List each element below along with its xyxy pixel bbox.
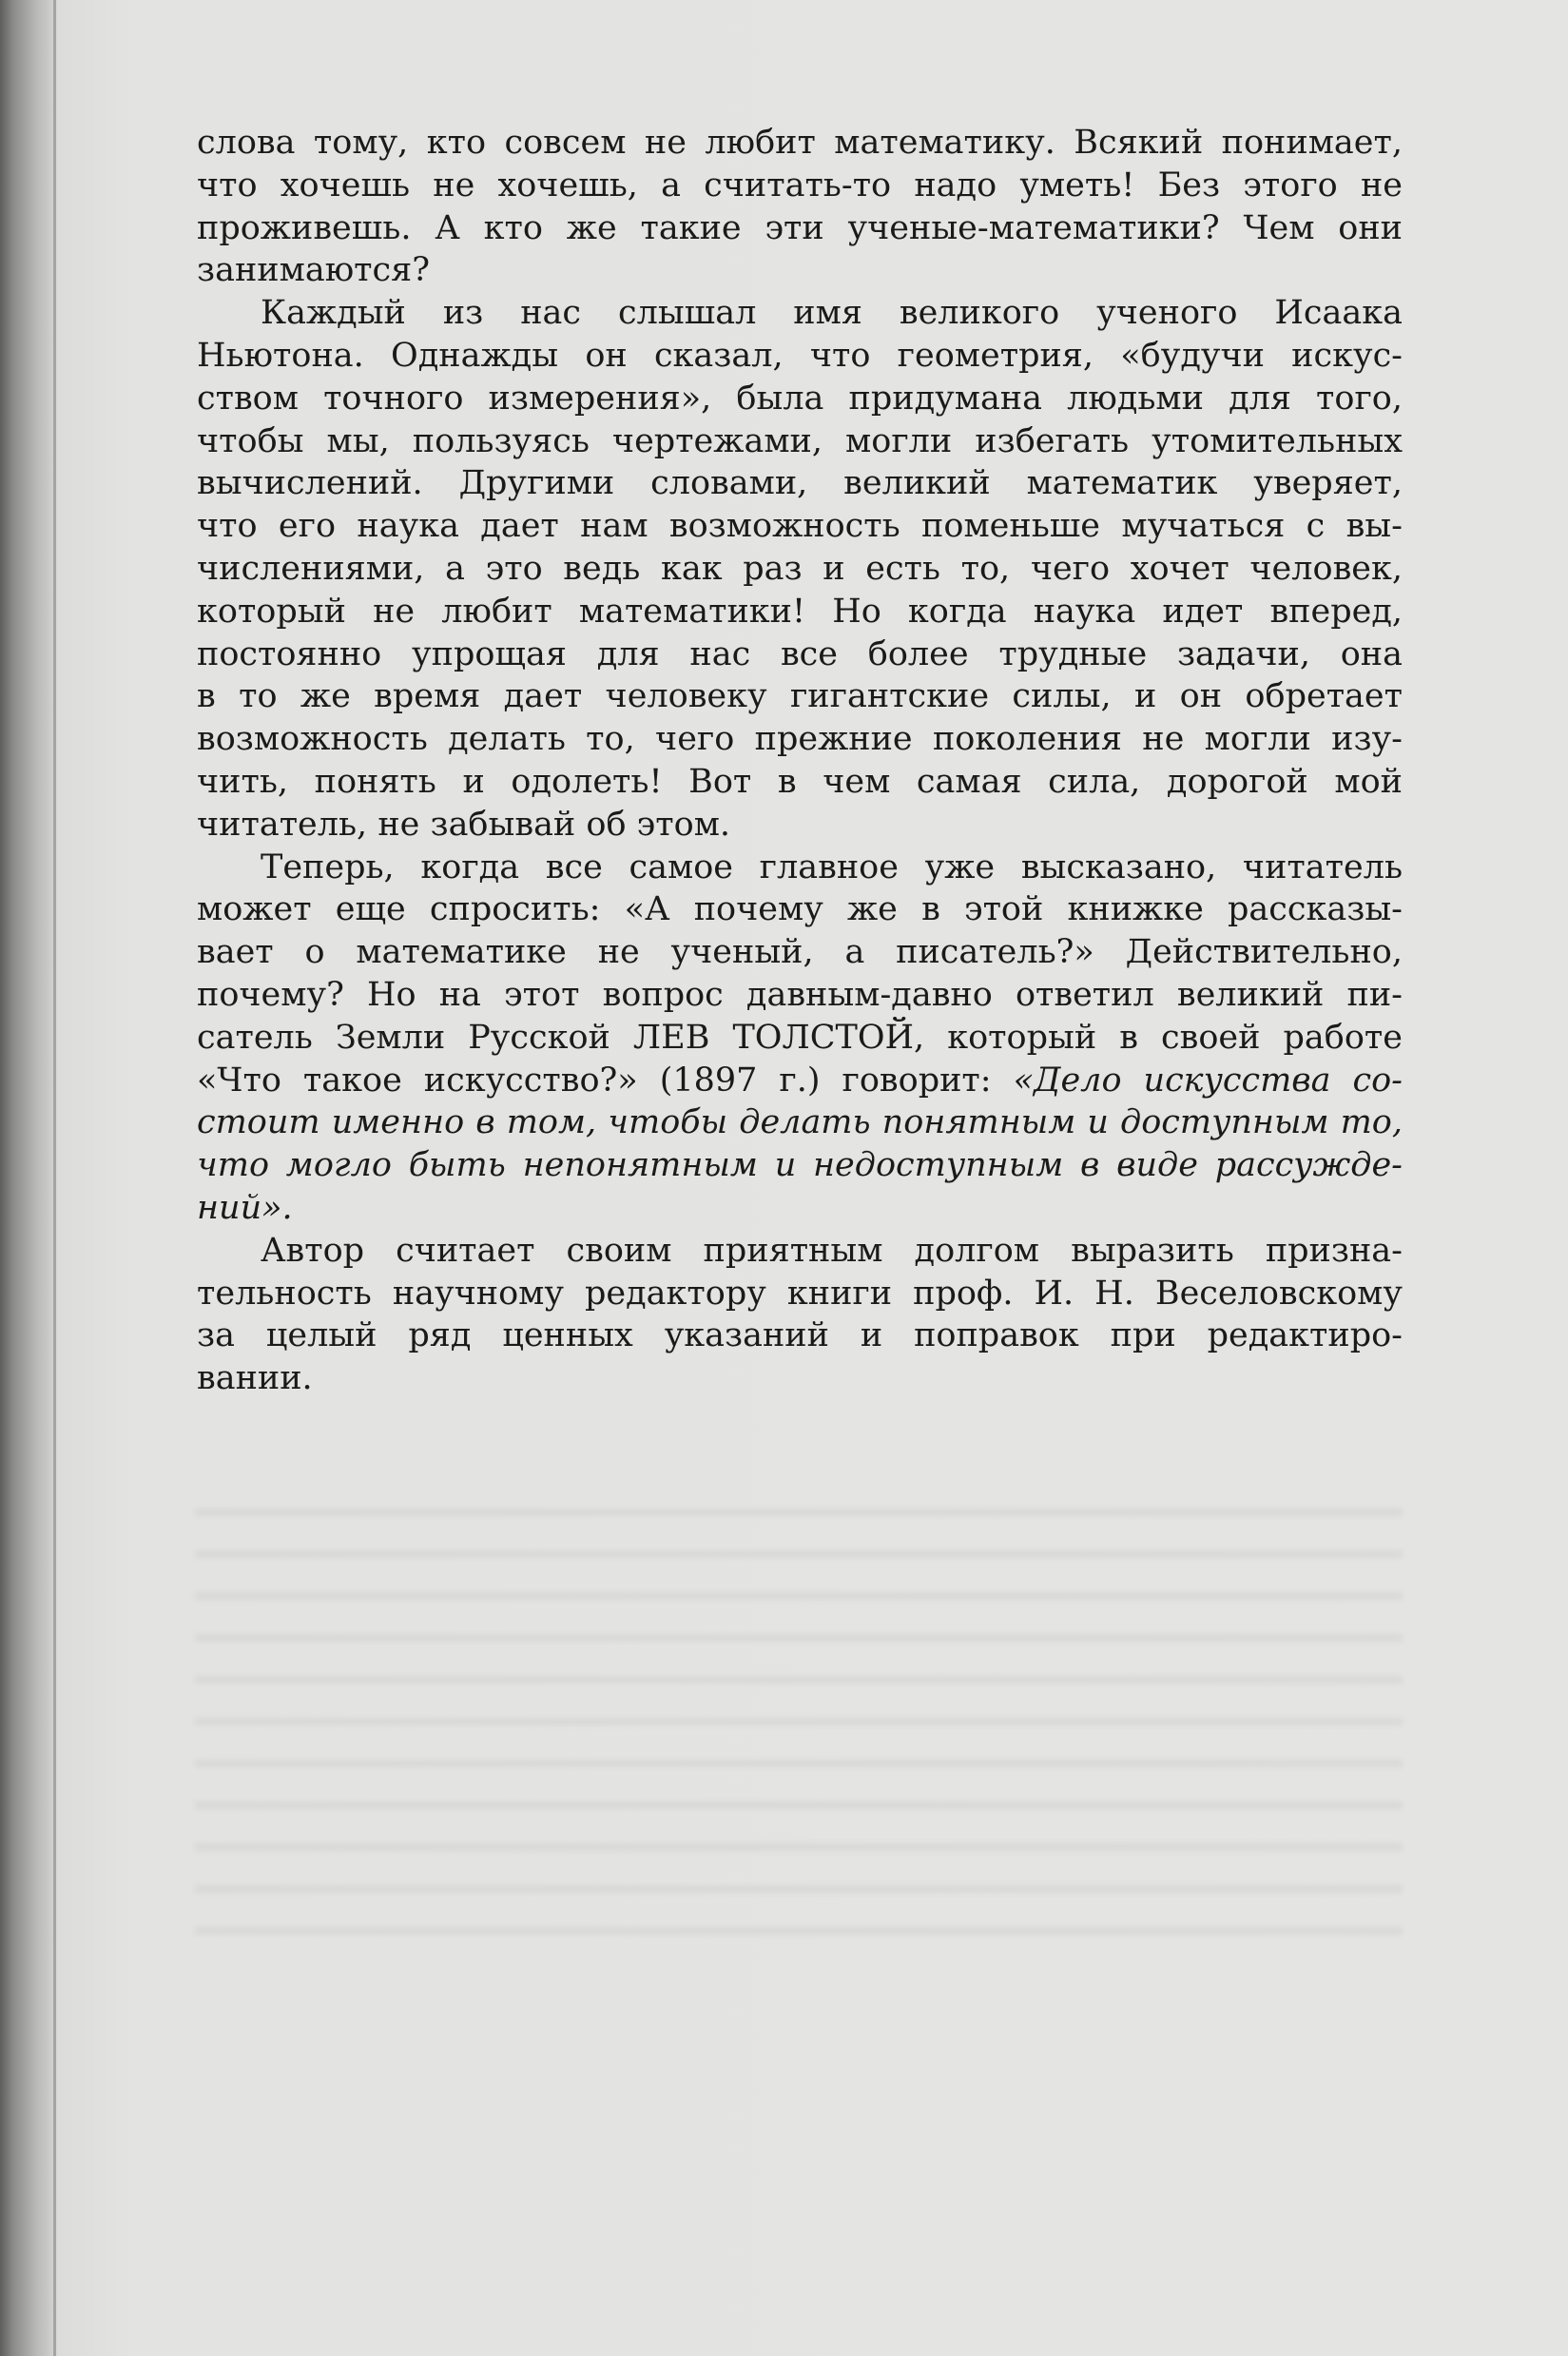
text-line: ством точного измерения», была придумана людьми для того, [197, 379, 1403, 418]
text-line-with-quote [197, 1060, 1403, 1102]
text-line: проживешь. А кто же такие эти ученые-математики? Чем они [197, 208, 1403, 247]
text-line: Ньютона. Однажды он сказал, что геометрия, «будучи искус- [197, 336, 1403, 375]
text-line: Теперь, когда все самое главное уже высказано, читатель [261, 847, 1403, 886]
text-line: вании. [197, 1359, 313, 1398]
tolstoy-quote-start: «Дело искусства со- [1013, 1061, 1403, 1100]
text-line: тельность научному редактору книги проф. И. Н. Веселовскому [197, 1274, 1403, 1313]
book-binding-shadow [0, 0, 59, 2356]
paragraph-4 [197, 1230, 1403, 1400]
text-line: может еще спросить: «А почему же в этой книжке рассказы- [197, 890, 1403, 929]
text-line: сатель Земли Русской ЛЕВ ТОЛСТОЙ, который в своей работе [197, 1018, 1403, 1057]
text-line: числениями, а это ведь как раз и есть то, чего хочет человек, [197, 549, 1403, 588]
text-line: в то же время дает человеку гигантские силы, и он обретает [197, 677, 1403, 716]
bleed-through-text [195, 1484, 1403, 1940]
text-line [197, 1144, 1403, 1187]
text-line: чить, понять и одолеть! Вот в чем самая сила, дорогой мой [197, 762, 1403, 801]
text-line: который не любит математики! Но когда наука идет вперед, [197, 592, 1403, 631]
text-line: чтобы мы, пользуясь чертежами, могли избегать утомительных [197, 421, 1403, 460]
page-text [197, 122, 1403, 1400]
text-line: Каждый из нас слышал имя великого ученого Исаака [261, 294, 1403, 333]
binding-edge [53, 0, 56, 2356]
text-line: Автор считает своим приятным долгом выразить призна- [261, 1231, 1403, 1270]
text-line: вычислений. Другими словами, великий математик уверяет, [197, 464, 1403, 503]
text-line: вает о математике не ученый, а писатель?» Действительно, [197, 933, 1403, 972]
text-line: слова тому, кто совсем не любит математику. Всякий понимает, [197, 124, 1403, 162]
text-line: что его наука дает нам возможность поменьше мучаться с вы- [197, 507, 1403, 546]
paragraph-1 [197, 122, 1403, 292]
paragraph-3 [197, 847, 1403, 1230]
tolstoy-quote-line: стоит именно в том, чтобы делать понятным и доступным то, [197, 1103, 1403, 1142]
text-line [197, 1187, 1403, 1230]
text-line: постоянно упрощая для нас все более трудные задачи, она [197, 634, 1403, 673]
text-line: за целый ряд ценных указаний и поправок при редактиро- [197, 1316, 1403, 1355]
text-line: что хочешь не хочешь, а считать-то надо уметь! Без этого не [197, 166, 1403, 204]
text-line: занимаются? [197, 251, 430, 290]
tolstoy-quote-line: что могло быть непонятным и недоступным в виде рассужде- [197, 1146, 1403, 1185]
text-line: читатель, не забывай об этом. [197, 805, 731, 844]
quote-intro: «Что такое искусство?» (1897 г.) говорит: [197, 1061, 1014, 1100]
text-line: возможность делать то, чего прежние поколения не могли изу- [197, 720, 1403, 759]
tolstoy-quote-end: ний». [197, 1188, 293, 1227]
text-line: почему? Но на этот вопрос давным-давно ответил великий пи- [197, 975, 1403, 1014]
paragraph-2 [197, 292, 1403, 846]
text-line [197, 1101, 1403, 1144]
